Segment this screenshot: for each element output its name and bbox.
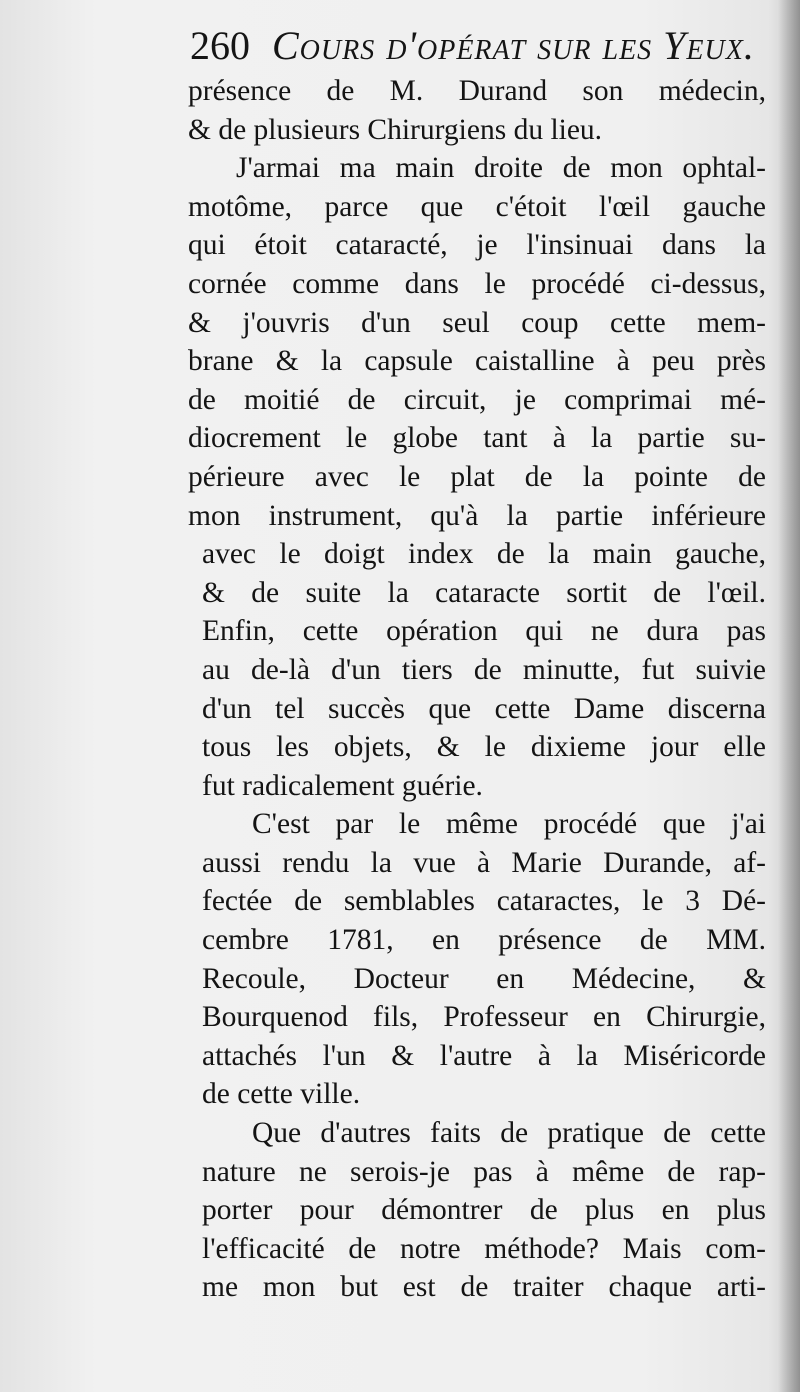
text-line: Que d'autres faits de pratique de cette (252, 1117, 766, 1150)
text-line: motôme, parce que c'étoit l'œil gauche (188, 190, 766, 223)
text-line: nature ne serois-je pas à même de rap- (202, 1155, 766, 1188)
text-line: porter pour démontrer de plus en plus (202, 1194, 766, 1227)
text-line: au de-là d'un tiers de minutte, fut suivie (202, 653, 766, 686)
text-line: attachés l'un & l'autre à la Miséricorde (202, 1039, 766, 1072)
text-line: C'est par le même procédé que j'ai (252, 808, 766, 841)
text-line: brane & la capsule caistalline à peu près (188, 345, 766, 378)
text-line: présence de M. Durand son médecin, (188, 75, 766, 107)
page-number: 260 (190, 23, 250, 68)
text-line: périeure avec le plat de la pointe de (188, 460, 766, 493)
page-edge-shadow (778, 0, 800, 1392)
text-line: me mon but est de traiter chaque arti- (202, 1271, 766, 1304)
text-line: de moitié de circuit, je comprimai mé- (188, 383, 766, 416)
body-text (188, 72, 766, 1307)
text-line: fut radicalement guérie. (202, 769, 483, 802)
text-line: avec le doigt index de la main gauche, (202, 538, 766, 571)
text-line: aussi rendu la vue à Marie Durande, af- (202, 846, 766, 879)
text-line: & de suite la cataracte sortit de l'œil. (202, 576, 766, 609)
text-line: Enfin, cette opération qui ne dura pas (202, 615, 766, 648)
text-line: & de plusieurs Chirurgiens du lieu. (188, 113, 603, 146)
text-line: d'un tel succès que cette Dame discerna (202, 692, 766, 725)
text-line: Recoule, Docteur en Médecine, & (202, 962, 766, 995)
text-line: cembre 1781, en présence de MM. (202, 924, 766, 957)
text-line: de cette ville. (202, 1078, 361, 1111)
text-line: mon instrument, qu'à la partie inférieure (188, 499, 766, 532)
running-title: Cours d'opérat sur les Yeux. (272, 23, 755, 68)
text-line: fectée de semblables cataractes, le 3 Dé- (202, 885, 766, 918)
text-line: tous les objets, & le dixieme jour elle (202, 731, 766, 764)
page-header (190, 22, 770, 74)
text-line: Bourquenod fils, Professeur en Chirurgie, (202, 1001, 766, 1034)
text-line: & j'ouvris d'un seul coup cette mem- (188, 306, 766, 339)
text-line: diocrement le globe tant à la partie su- (188, 422, 766, 455)
text-line: qui étoit cataracté, je l'insinuai dans la (188, 229, 766, 262)
text-line: cornée comme dans le procédé ci-dessus, (188, 267, 766, 300)
text-line: J'armai ma main droite de mon ophtal- (236, 152, 766, 185)
text-line: l'efficacité de notre méthode? Mais com- (202, 1232, 766, 1265)
